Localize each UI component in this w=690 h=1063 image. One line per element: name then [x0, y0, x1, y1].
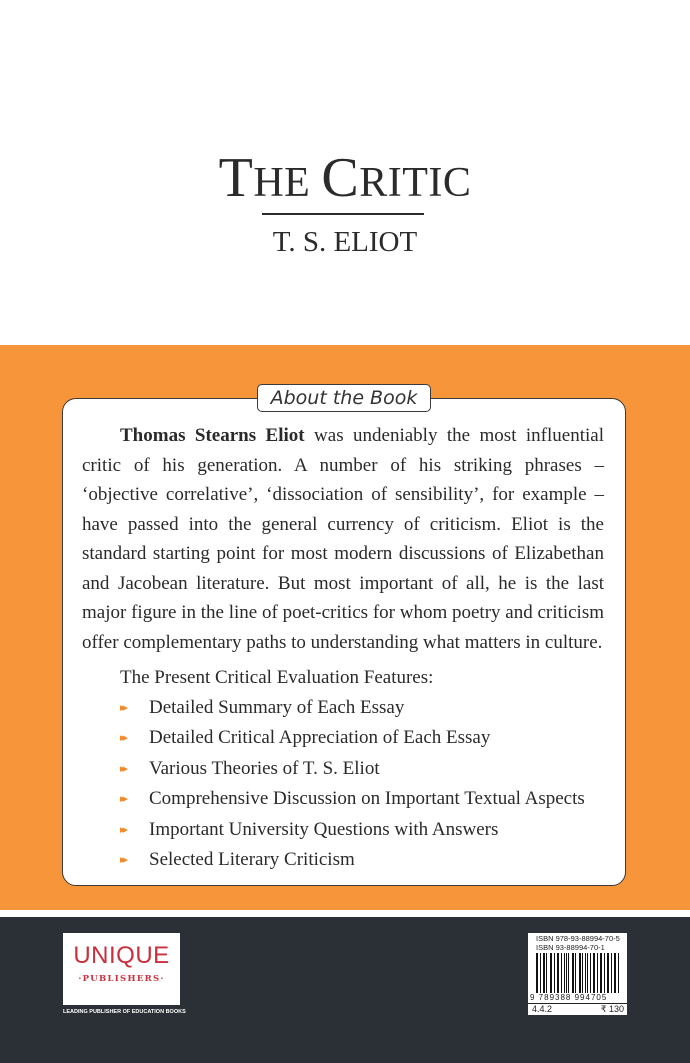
double-arrow-icon: ▸▸ — [120, 732, 126, 745]
list-item — [120, 784, 604, 814]
logo-sub: ·PUBLISHERS· — [78, 974, 165, 984]
feature-text: Various Theories of T. S. Eliot — [149, 757, 380, 779]
features-list — [82, 693, 604, 875]
barcode-bar — [587, 953, 588, 993]
feature-text: Detailed Summary of Each Essay — [149, 697, 405, 718]
barcode-bars — [536, 953, 621, 993]
book-code: 4.4.2 — [532, 1004, 553, 1014]
logo-name: UNIQUE — [73, 942, 170, 969]
double-arrow-icon: ▸▸ — [120, 702, 126, 714]
about-paragraph — [82, 421, 604, 657]
barcode-digits: 9 789388 994705 — [530, 993, 608, 1002]
isbn-13: ISBN 978-93-88994-70-5 — [536, 934, 620, 943]
double-arrow-icon: ▸▸ — [120, 854, 126, 867]
author: T. S. ELIOT — [272, 226, 418, 258]
barcode-footer — [528, 1003, 627, 1015]
title-letter: T — [218, 147, 254, 209]
feature-text: Important University Questions with Answers — [149, 818, 499, 840]
publisher-logo — [63, 933, 180, 1005]
list-item — [120, 754, 604, 784]
author-name: Thomas Stearns Eliot — [120, 425, 305, 446]
double-arrow-icon: ▸▸ — [120, 823, 126, 836]
about-heading: About the Book — [257, 384, 431, 412]
title-word: HE — [253, 160, 322, 206]
price: ₹ 130 — [600, 1004, 624, 1014]
list-item — [120, 723, 604, 753]
book-title — [0, 146, 690, 210]
double-arrow-icon: ▸▸ — [120, 762, 126, 775]
barcode-bar — [568, 953, 569, 993]
list-item — [120, 815, 604, 845]
feature-text: Selected Literary Criticism — [149, 849, 355, 871]
feature-text: Comprehensive Discussion on Important Textual Aspects — [149, 788, 585, 810]
list-item — [120, 693, 604, 723]
title-word: RITIC — [359, 160, 472, 206]
feature-text: Detailed Critical Appreciation of Each Essay — [149, 727, 491, 749]
about-box — [62, 398, 626, 886]
double-arrow-icon: ▸▸ — [120, 793, 126, 806]
title-divider — [262, 213, 424, 215]
features-intro: The Present Critical Evaluation Features: — [120, 667, 434, 688]
barcode-block — [528, 933, 627, 1015]
barcode-bar — [608, 953, 609, 993]
barcode-bar — [546, 953, 547, 993]
title-letter: C — [321, 147, 360, 209]
list-item — [120, 845, 604, 875]
isbn-10: ISBN 93-88994-70-1 — [536, 943, 605, 952]
publisher-tagline: LEADING PUBLISHER OF EDUCATION BOOKS — [63, 1009, 186, 1015]
paragraph-text: was undeniably the most influential critic of his generation. A number of his striking phrases – ‘objective correlative’, ‘dissociation of sensibility’, for example – have passed into the general currency of criticism. Eliot is the standard starting point for most modern discussions of Elizabethan and Jacobean literature. But most important of all, he is the last major figure in the line of poet-critics for whom poetry and criticism offer complementary paths to understanding what matters in culture. — [82, 425, 604, 653]
